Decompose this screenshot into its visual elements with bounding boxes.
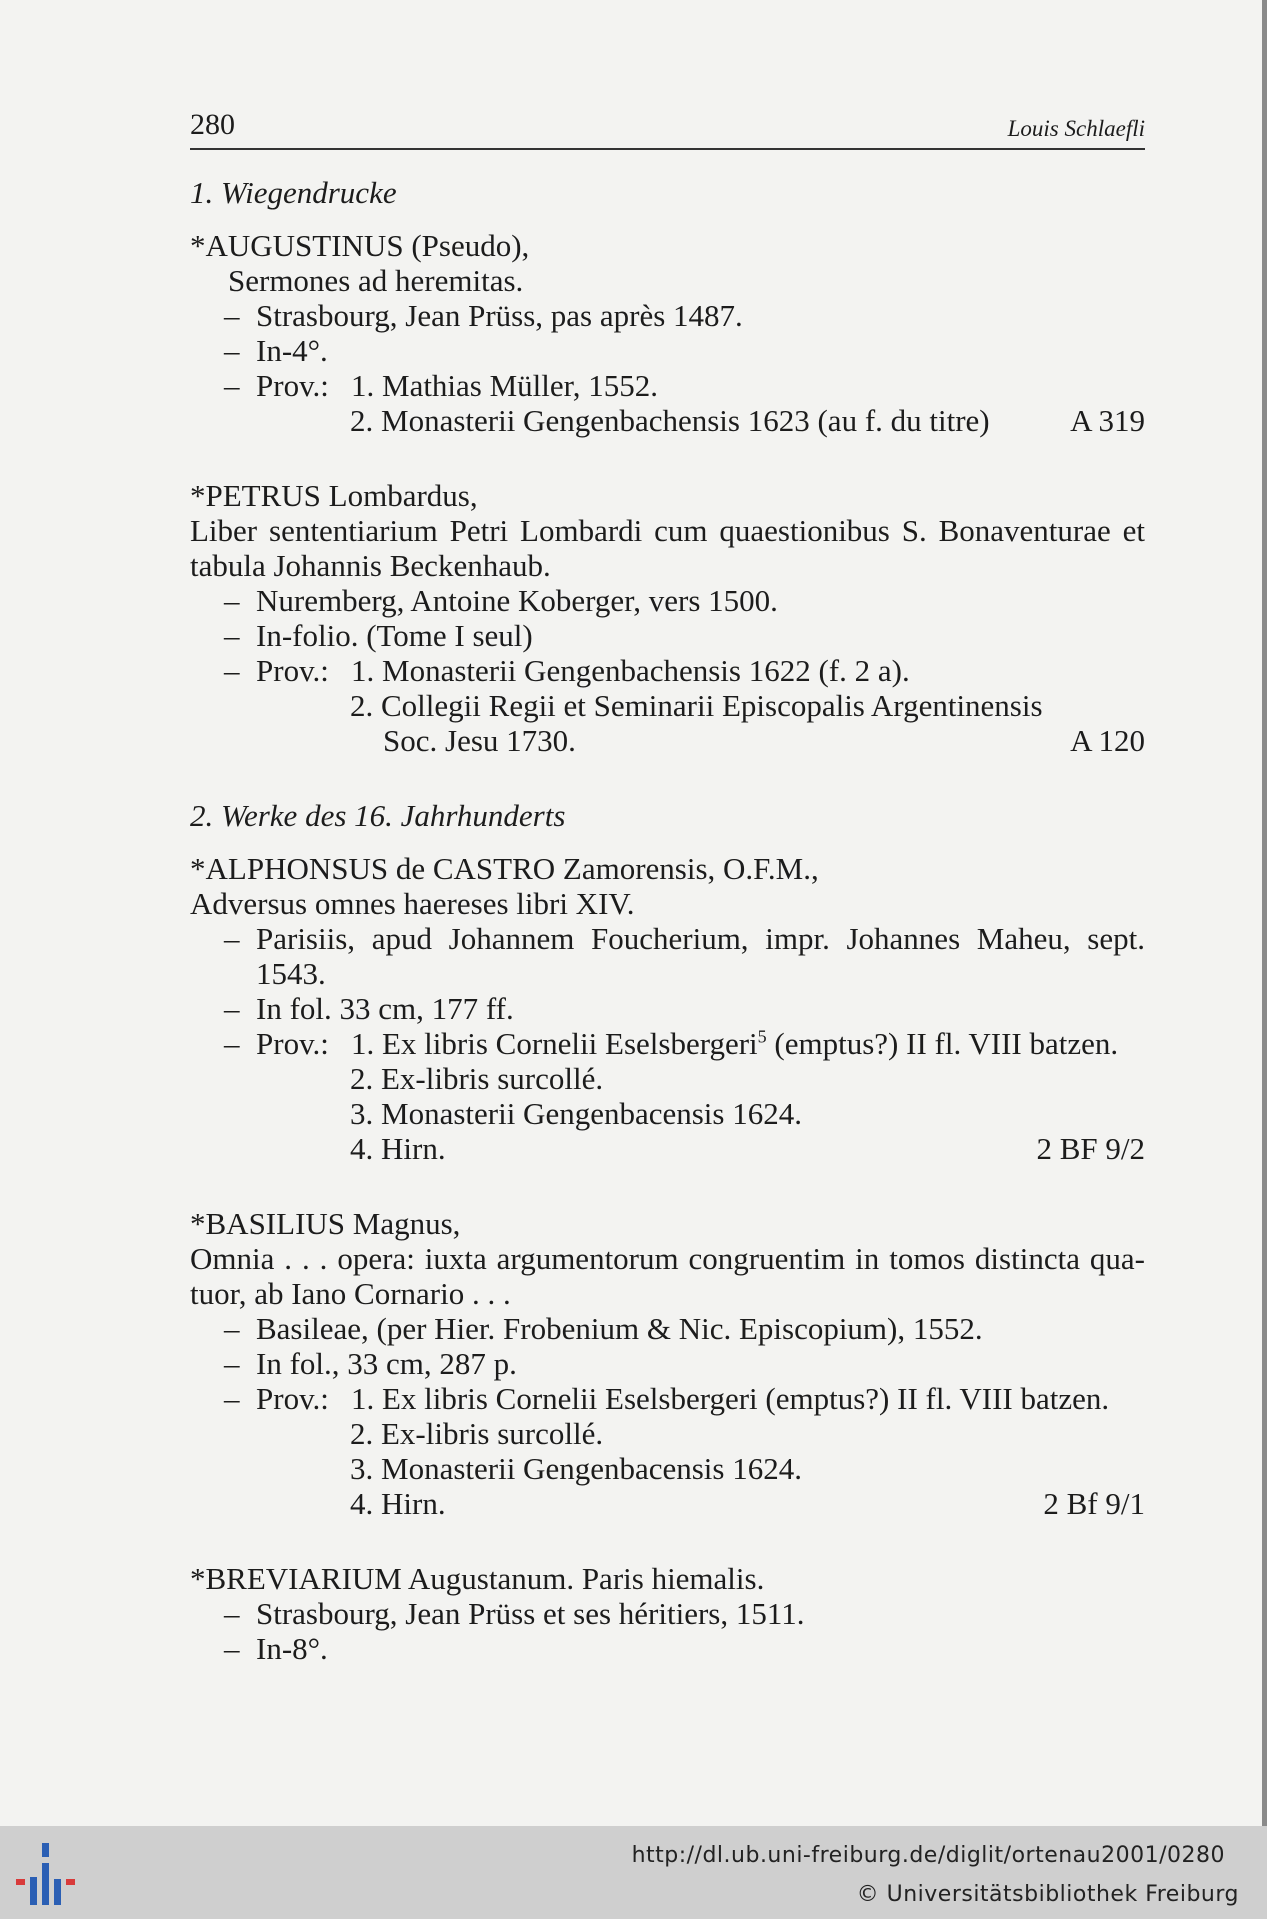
entry-title-cont: tuor, ab Iano Cornario . . . [190, 1276, 511, 1311]
entry-title: Liber sententiarium Petri Lombardi cum quaestionibus S. Bonaventurae et [190, 513, 1145, 548]
entry-title: Adversus omnes haereses libri XIV. [190, 886, 635, 921]
provenance-item: 4. Hirn. 2 Bf 9/1 [350, 1486, 1145, 1521]
provenance-item: Soc. Jesu 1730. A 120 [383, 723, 1145, 758]
header-rule [190, 148, 1145, 150]
page-edge [1262, 0, 1267, 1826]
entry-format: – In fol. 33 cm, 177 ff. [224, 991, 514, 1026]
library-logo-icon [14, 1841, 84, 1911]
entry-imprint: – Strasbourg, Jean Prüss et ses héritiers, 1511. [224, 1596, 805, 1631]
entry-format: – In-4°. [224, 333, 328, 368]
entry-title: Omnia . . . opera: iuxta argumentorum congruentim in tomos distincta qua- [190, 1241, 1145, 1276]
entry-imprint: – Strasbourg, Jean Prüss, pas après 1487. [224, 298, 743, 333]
entry-title: Sermones ad heremitas. [228, 263, 524, 298]
provenance-item: 2. Collegii Regii et Seminarii Episcopalis Argentinensis [350, 688, 1043, 723]
entry-format: – In-8°. [224, 1631, 328, 1666]
entry-imprint: – Basileae, (per Hier. Frobenium & Nic. Episcopium), 1552. [224, 1311, 983, 1346]
entry-provenance: – Prov.: 1. Mathias Müller, 1552. [224, 368, 659, 403]
shelfmark: 2 Bf 9/1 [1043, 1486, 1145, 1521]
shelfmark: A 120 [1070, 723, 1145, 758]
provenance-item: 2. Monasterii Gengenbachensis 1623 (au f. du titre) A 319 [350, 403, 1145, 438]
provenance-item: 2. Ex-libris surcollé. [350, 1416, 604, 1451]
entry-provenance: – Prov.: 1. Monasterii Gengenbachensis 1622 (f. 2 a). [224, 653, 910, 688]
copyright-notice: © Universitätsbibliothek Freiburg [856, 1882, 1239, 1907]
entry-heading: *ALPHONSUS de CASTRO Zamorensis, O.F.M., [190, 851, 819, 886]
footnote-ref: 5 [757, 1026, 767, 1047]
shelfmark: 2 BF 9/2 [1036, 1131, 1145, 1166]
provenance-item: 3. Monasterii Gengenbacensis 1624. [350, 1096, 802, 1131]
entry-heading: *AUGUSTINUS (Pseudo), [190, 228, 530, 263]
running-head-author: Louis Schlaefli [1007, 116, 1145, 141]
page-number: 280 [190, 108, 235, 141]
entry-imprint: – Parisiis, apud Johannem Foucherium, impr. Johannes Maheu, sept. [224, 921, 1145, 956]
entry-format: – In-folio. (Tome I seul) [224, 618, 533, 653]
provenance-item: 4. Hirn. 2 BF 9/2 [350, 1131, 1145, 1166]
section-title: 1. Wiegendrucke [190, 175, 397, 210]
entry-imprint-cont: 1543. [256, 956, 326, 991]
entry-title-cont: tabula Johannis Beckenhaub. [190, 548, 551, 583]
entry-heading: *BREVIARIUM Augustanum. Paris hiemalis. [190, 1561, 765, 1596]
entry-heading: *PETRUS Lombardus, [190, 478, 478, 513]
entry-imprint: – Nuremberg, Antoine Koberger, vers 1500. [224, 583, 778, 618]
permalink-url[interactable]: http://dl.ub.uni-freiburg.de/diglit/ortenau2001/0280 [631, 1843, 1225, 1868]
section-title: 2. Werke des 16. Jahrhunderts [190, 798, 566, 833]
entry-format: – In fol., 33 cm, 287 p. [224, 1346, 517, 1381]
entry-provenance: – Prov.: 1. Ex libris Cornelii Eselsbergeri$^5$ (emptus?) II fl. VIII batzen. [224, 1026, 1119, 1061]
shelfmark: A 319 [1070, 403, 1145, 438]
entry-provenance: – Prov.: 1. Ex libris Cornelii Eselsbergeri (emptus?) II fl. VIII batzen. [224, 1381, 1110, 1416]
entry-heading: *BASILIUS Magnus, [190, 1206, 461, 1241]
page-body [190, 175, 1145, 1666]
provenance-item: 3. Monasterii Gengenbacensis 1624. [350, 1451, 802, 1486]
provenance-item: 2. Ex-libris surcollé. [350, 1061, 604, 1096]
